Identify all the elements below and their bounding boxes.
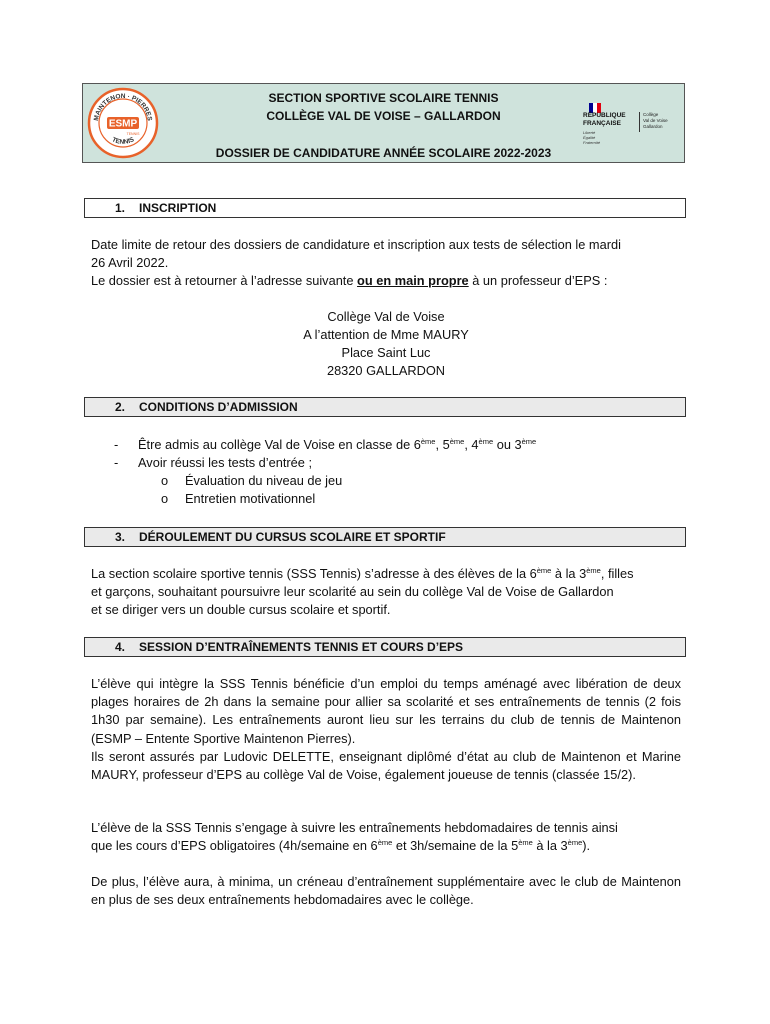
address-line-4: 28320 GALLARDON <box>326 363 446 378</box>
rf-motto-2: Égalité <box>583 135 596 140</box>
admission-item-1: Être admis au collège Val de Voise en classe de 6ème, 5ème, 4ème ou 3ème <box>138 437 537 452</box>
admission-sub-2: Entretien motivationnel <box>185 491 316 506</box>
cursus-line-1: La section scolaire sportive tennis (SSS Tennis) s’adresse à des élèves de la 6ème à la 3ème, filles <box>91 566 634 581</box>
college-line-1: Collège <box>643 112 659 117</box>
list-dash: - <box>114 455 119 470</box>
section-title: DÉROULEMENT DU CURSUS SCOLAIRE ET SPORTIF <box>139 530 446 544</box>
logo-top-text: MAINTENON · PIERRES <box>93 92 153 122</box>
header-title-1: SECTION SPORTIVE SCOLAIRE TENNIS <box>268 91 499 105</box>
inscription-line-3: Le dossier est à retourner à l’adresse suivante ou en main propre à un professeur d’EPS : <box>91 273 608 288</box>
college-line-2: Val de Voise <box>643 118 668 123</box>
address-line-3: Place Saint Luc <box>341 345 431 360</box>
admission-sub-1: Évaluation du niveau de jeu <box>185 473 343 488</box>
inscription-line-2: 26 Avril 2022. <box>91 255 169 270</box>
rf-line-1: RÉPUBLIQUE <box>583 112 626 119</box>
college-line-3: Gallardon <box>643 124 663 129</box>
logo-center-text: ESMP <box>108 118 138 130</box>
address-line-2: A l’attention de Mme MAURY <box>303 327 469 342</box>
rf-motto-3: Fraternité <box>583 140 601 145</box>
list-dash: - <box>114 437 119 452</box>
section-number: 2. <box>115 400 126 414</box>
cursus-line-3: et se diriger vers un double cursus scolaire et sportif. <box>91 602 391 617</box>
republique-francaise-logo <box>581 98 681 148</box>
logo-bottom-text: TENNIS <box>110 136 136 146</box>
section-heading-inscription <box>84 198 686 218</box>
rf-separator <box>639 112 640 132</box>
flag-icon <box>589 100 603 110</box>
section-heading-session <box>84 637 686 657</box>
session-paragraph-3-line-2: que les cours d’EPS obligatoires (4h/semaine en 6ème et 3h/semaine de la 5ème à la 3ème). <box>91 838 591 853</box>
inscription-line-1: Date limite de retour des dossiers de candidature et inscription aux tests de sélection le mardi <box>91 237 621 252</box>
section-heading-cursus <box>84 527 686 547</box>
cursus-line-2: et garçons, souhaitant poursuivre leur scolarité au sein du collège Val de Voise de Gallardon <box>91 584 614 599</box>
header-title-3: DOSSIER DE CANDIDATURE ANNÉE SCOLAIRE 2022-2023 <box>215 146 552 160</box>
rf-line-2: FRANÇAISE <box>583 120 621 127</box>
address-line-1: Collège Val de Voise <box>327 309 445 324</box>
underlined-text: ou en main propre <box>357 273 469 288</box>
header-box <box>82 83 685 163</box>
section-heading-admission <box>84 397 686 417</box>
section-title: SESSION D’ENTRAÎNEMENTS TENNIS ET COURS D’EPS <box>139 640 464 654</box>
section-number: 4. <box>115 640 126 654</box>
session-paragraph-1: L’élève qui intègre la SSS Tennis bénéficie d’un emploi du temps aménagé avec libération de deux plages horaires de 2h dans la semaine pour allier sa scolarité et ses entraînements de tennis (2 fois 1h30 par semaine). Les entraînements auront lieu sur les terrains du club de tennis de Maintenon (ESMP – Entente Sportive Maintenon Pierres). <box>91 676 681 746</box>
list-bullet: o <box>161 491 169 506</box>
section-number: 3. <box>115 530 126 544</box>
header-title-2: COLLÈGE VAL DE VOISE – GALLARDON <box>266 109 501 123</box>
list-bullet: o <box>161 473 169 488</box>
section-number: 1. <box>115 201 126 215</box>
session-paragraph-3-line-1: L’élève de la SSS Tennis s’engage à suivre les entraînements hebdomadaires de tennis ainsi <box>91 820 618 835</box>
session-paragraph-4: De plus, l’élève aura, à minima, un créneau d’entraînement supplémentaire avec le club de Maintenon en plus de ses deux entraînements hebdomadaires avec le collège. <box>91 874 681 908</box>
logo-small-text: TENNIS <box>126 132 140 136</box>
section-title: INSCRIPTION <box>139 201 217 215</box>
rf-motto-1: Liberté <box>583 130 596 135</box>
section-title: CONDITIONS D’ADMISSION <box>139 400 298 414</box>
session-paragraph-2: Ils seront assurés par Ludovic DELETTE, enseignant diplômé d’état au club de Maintenon et Marine MAURY, professeur d’EPS au collège Val de Voise, également joueuse de tennis (classée 15/2). <box>91 749 681 783</box>
admission-item-2: Avoir réussi les tests d’entrée ; <box>138 455 313 470</box>
